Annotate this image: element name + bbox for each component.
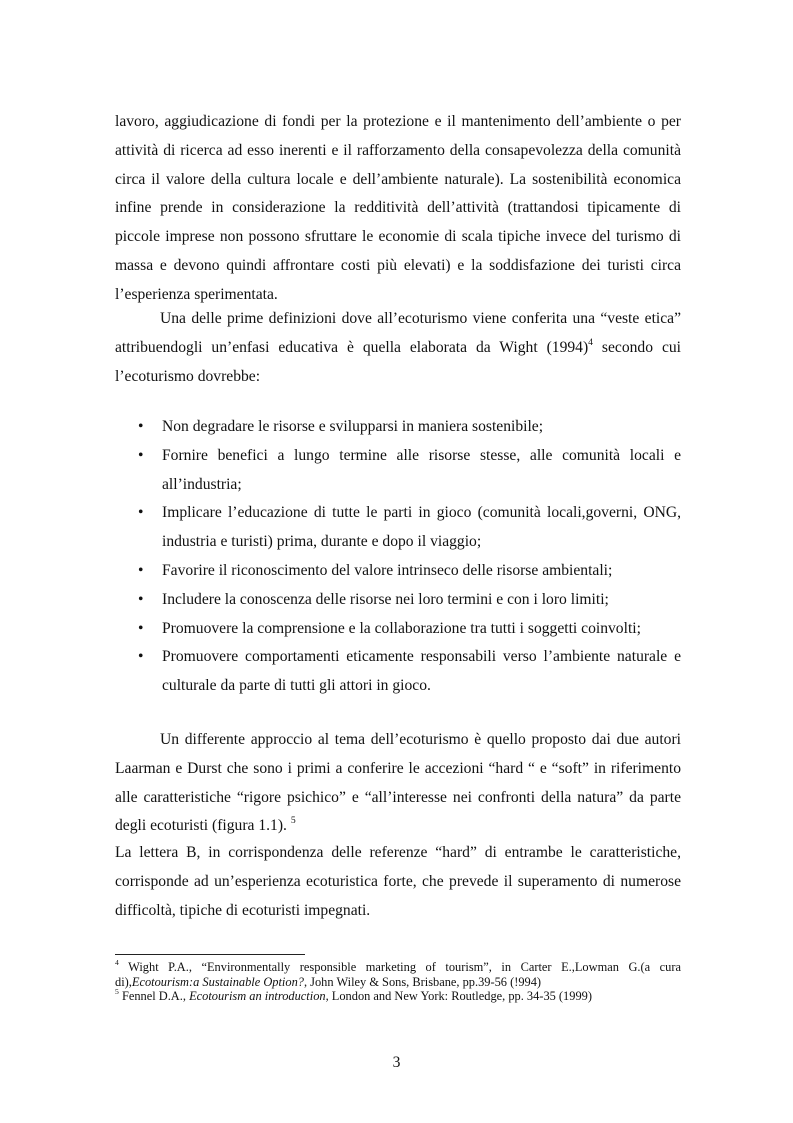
paragraph-letter-b [115, 839, 681, 925]
ecotourism-principles-list [115, 413, 681, 701]
footnote-number: 4 [115, 958, 119, 968]
list-item-text: Implicare l’educazione di tutte le parti in gioco (comunità locali,governi, ONG, industria e turisti) prima, durante e dopo il viaggio; [162, 504, 681, 551]
paragraph-text: Una delle prime definizioni dove all’ecoturismo viene conferita una “veste etica” attribuendogli un’enfasi educativa è quella elaborata da Wight (1994) [115, 310, 681, 356]
footnote-book-title: Ecotourism:a Sustainable Option? [131, 974, 304, 989]
footnote-text: , John Wiley & Sons, Brisbane, pp.39-56 (!994) [303, 974, 542, 989]
bullet-icon: • [138, 446, 144, 464]
footnote-text: Wight P.A., “Environmentally responsible marketing of tourism”, in Carter E.,Lowman G.(a cura di), [115, 960, 681, 989]
bullet-icon: • [138, 648, 144, 666]
list-item-text: Non degradare le risorse e svilupparsi in maniera sostenibile; [162, 418, 544, 435]
list-item [115, 413, 681, 442]
list-item-text: Promuovere la comprensione e la collaborazione tra tutti i soggetti coinvolti; [162, 619, 641, 637]
list-item [115, 615, 681, 644]
footnote-separator [115, 954, 305, 955]
paragraph-laarman-durst [115, 726, 681, 841]
footnote-ref-4[interactable]: 4 [588, 336, 593, 348]
footnote-5 [115, 989, 681, 1004]
list-item-text: Promuovere comportamenti eticamente responsabili verso l’ambiente naturale e culturale da parte di tutti gli attori in gioco. [162, 648, 681, 695]
footnote-text: London and New York: Routledge, pp. 34-35 (1999) [328, 989, 592, 1003]
list-item-text: Fornire benefici a lungo termine alle risorse stesse, alle comunità locali e all’industria; [162, 446, 681, 493]
paragraph-text: La lettera B, in corrispondenza delle referenze “hard” di entrambe le caratteristiche, corrisponde ad un’esperienza ecoturistica forte, che prevede il superamento di numerose difficoltà, tipiche di ecoturisti impegnati. [115, 844, 681, 919]
page-number: 3 [392, 1054, 401, 1071]
bullet-icon: • [138, 619, 144, 637]
list-item-text: Includere la conoscenza delle risorse nei loro termini e con i loro limiti; [162, 590, 609, 608]
bullet-icon: • [138, 561, 144, 579]
footnote-number: 5 [115, 987, 119, 997]
paragraph-text: secondo cui l’ecoturismo dovrebbe: [115, 338, 681, 385]
list-item [115, 557, 681, 586]
list-item [115, 499, 681, 557]
list-item [115, 586, 681, 615]
paragraph-text: Un differente approccio al tema dell’ecoturismo è quello proposto dai due autori Laarman e Durst che sono i primi a conferire le accezioni “hard “ e “soft” in riferimento alle caratteristiche “rigore psichico” e “all’interesse nei confronti della natura” da parte degli ecoturisti (figura 1.1). [115, 731, 681, 835]
bullet-icon: • [138, 504, 144, 522]
footnote-ref-5[interactable]: 5 [290, 815, 296, 827]
list-item-text: Favorire il riconoscimento del valore intrinseco delle risorse ambientali; [162, 561, 613, 579]
footnote-book-title: Ecotourism an introduction, [189, 989, 329, 1003]
footnote-text: Fennel D.A., [118, 989, 190, 1003]
footnotes [115, 960, 681, 1004]
paragraph-wight-definition [115, 305, 681, 391]
bullet-icon: • [138, 590, 144, 608]
footnote-4 [115, 960, 681, 989]
list-item [115, 442, 681, 500]
paragraph-text: lavoro, aggiudicazione di fondi per la protezione e il mantenimento dell’ambiente o per attività di ricerca ad esso inerenti e il rafforzamento della consapevolezza della comunità circa il valore della cultura locale e dell’ambiente naturale). La sostenibilità economica infine prende in considerazione la redditività dell’attività (trattandosi tipicamente di piccole imprese non possono sfruttare le economie di scala tipiche invece del turismo di massa e devono quindi affrontare costi più elevati) e la soddisfazione dei turisti circa l’esperienza sperimentata. [115, 113, 681, 303]
paragraph-sustainability [115, 108, 681, 310]
list-item [115, 643, 681, 701]
bullet-icon: • [138, 418, 144, 435]
